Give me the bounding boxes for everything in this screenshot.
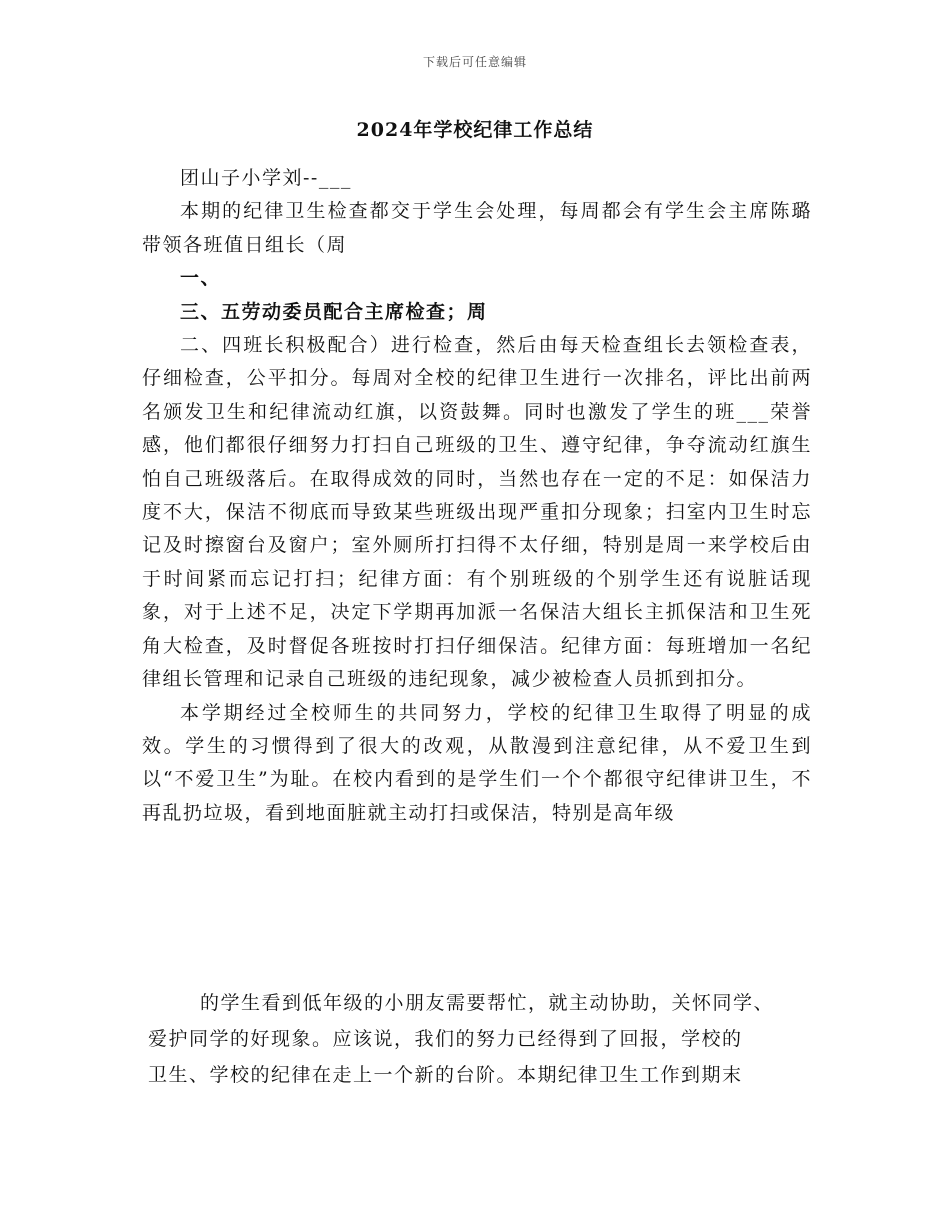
continuation-line-1: 的学生看到低年级的小朋友需要帮忙，就主动协助，关怀同学、: [200, 992, 775, 1014]
continuation-line-2: 爱护同学的好现象。应该说，我们的努力已经得到了回报，学校的: [148, 1028, 743, 1050]
paragraph-1: 本期的纪律卫生检查都交于学生会处理，每周都会有学生会主席陈璐带领各班值日组长（周: [142, 200, 812, 256]
paragraph-5: 本学期经过全校师生的共同努力，学校的纪律卫生取得了明显的成效。学生的习惯得到了很大的改观，从散漫到注意纪律，从不爱卫生到以“不爱卫生”为耻。在校内看到的是学生们一个个都很守纪律讲卫生，不再乱扔垃圾，看到地面脏就主动打扫或保洁，特别是高年级: [142, 701, 812, 824]
document-title: 2024年学校纪律工作总结: [356, 119, 594, 141]
author-line: 团山子小学刘--___: [180, 167, 352, 189]
document-body: [142, 162, 812, 830]
paragraph-3: 三、五劳动委员配合主席检查；周: [180, 300, 488, 323]
paragraph-2: 一、: [180, 267, 222, 290]
continuation-block: [148, 985, 808, 1093]
continuation-line-3: 卫生、学校的纪律在走上一个新的台阶。本期纪律卫生工作到期末: [148, 1064, 743, 1086]
paragraph-4: 二、四班长积极配合）进行检查，然后由每天检查组长去领检查表，仔细检查，公平扣分。每周对全校的纪律卫生进行一次排名，评比出前两名颁发卫生和纪律流动红旗，以资鼓舞。同时也激发了学生的班___荣誉感，他们都很仔细努力打扫自己班级的卫生、遵守纪律，争夺流动红旗生怕自己班级落后。在取得成效的同时，当然也存在一定的不足：如保洁力度不大，保洁不彻底而导致某些班级出现严重扣分现象；扫室内卫生时忘记及时擦窗台及窗户；室外厕所打扫得不太仔细，特别是周一来学校后由于时间紧而忘记打扫；纪律方面：有个别班级的个别学生还有说脏话现象，对于上述不足，决定下学期再加派一名保洁大组长主抓保洁和卫生死角大检查，及时督促各班按时打扫仔细保洁。纪律方面：每班增加一名纪律组长管理和记录自己班级的违纪现象，减少被检查人员抓到扣分。: [142, 334, 812, 691]
page-header-note: 下载后可任意编辑: [422, 55, 527, 69]
